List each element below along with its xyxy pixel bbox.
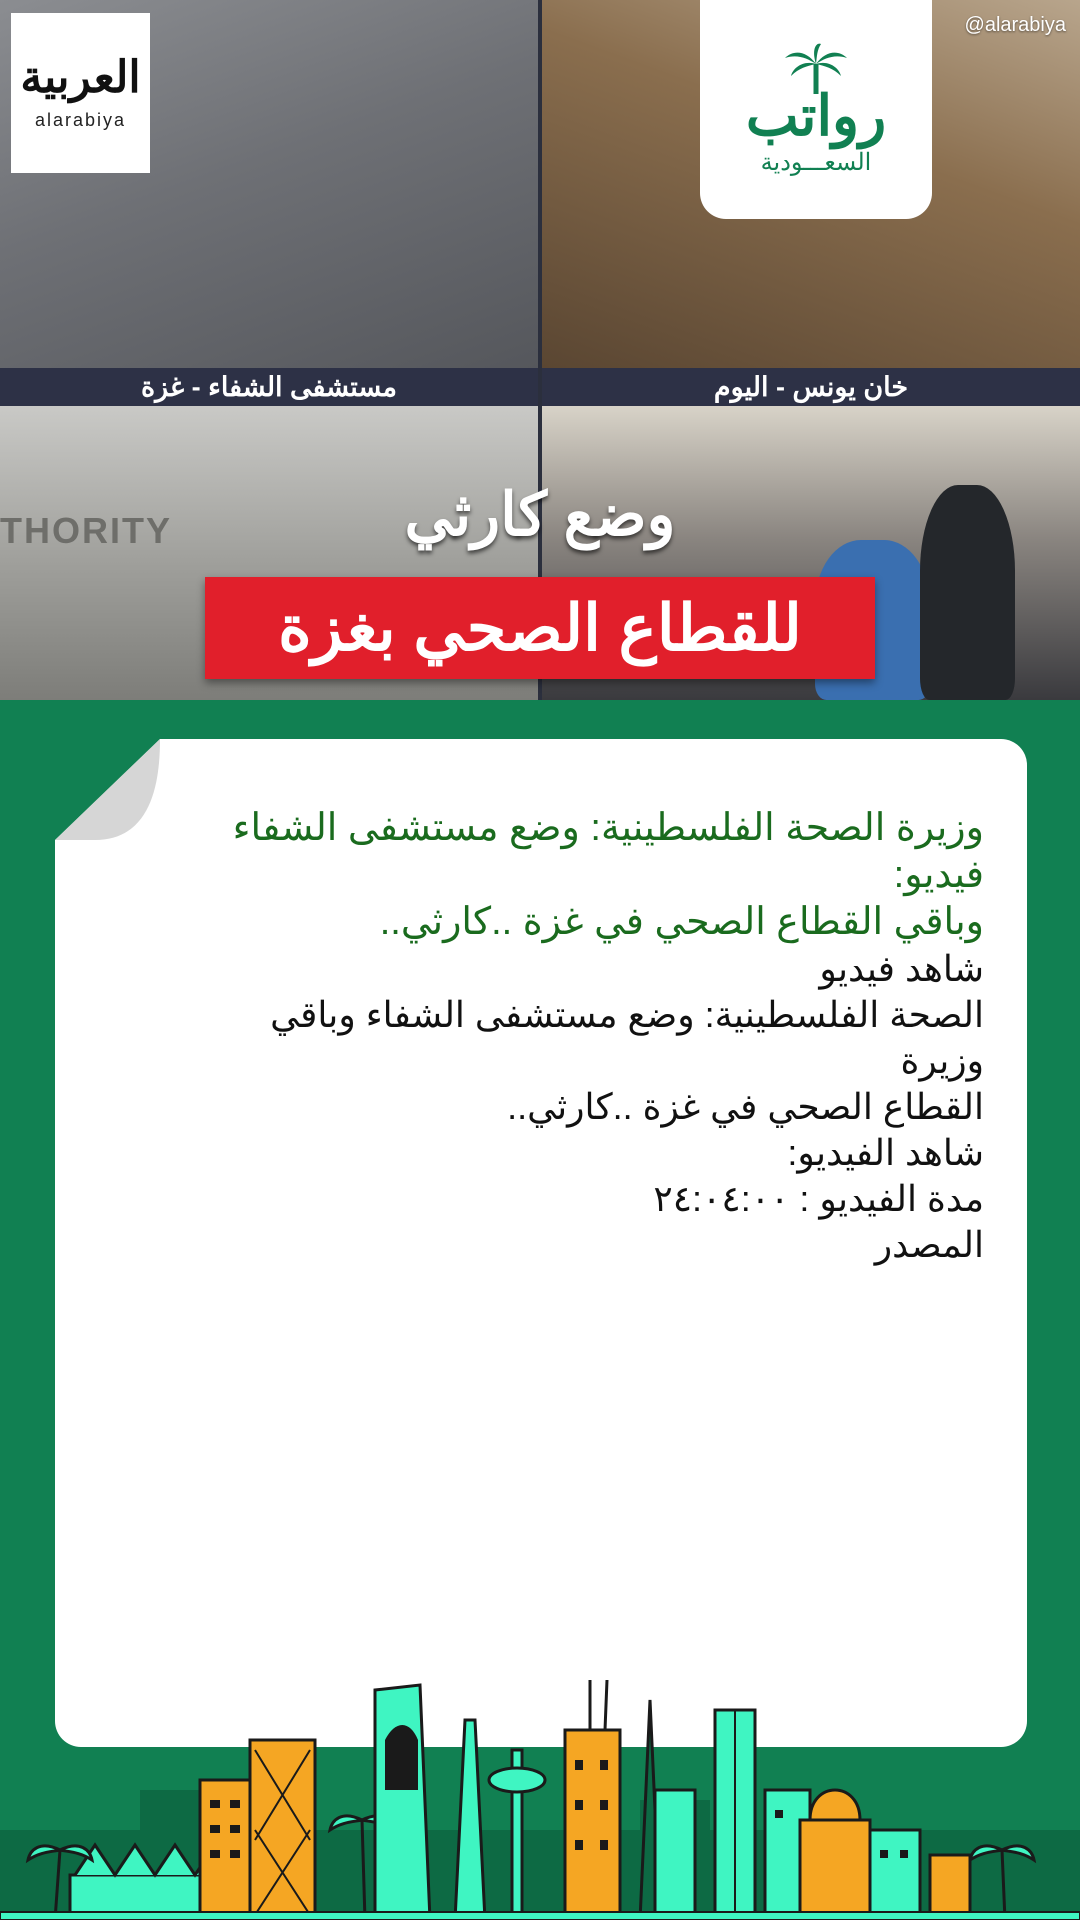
caption-right: خان يونس - اليوم <box>542 368 1080 406</box>
article-body-line: القطاع الصحي في غزة ..كارثي.. <box>507 1086 984 1127</box>
skyline-illustration <box>0 1680 1080 1920</box>
alarabiya-logo <box>11 13 150 173</box>
article-title-line: فيديو: <box>893 854 984 896</box>
article-title-line: وزيرة الصحة الفلسطينية: وضع مستشفى الشفاء <box>232 807 984 849</box>
article-body-line[interactable]: شاهد فيديو <box>819 948 984 989</box>
watermark: @alarabiya <box>964 14 1066 36</box>
person-silhouette <box>920 485 1015 700</box>
caption-left: مستشفى الشفاء - غزة <box>0 368 538 406</box>
article-body-line: مدة الفيديو : ٢٤:٠٤:٠٠ <box>653 1178 984 1219</box>
rawatib-logo <box>700 0 932 219</box>
video-thumbnail[interactable] <box>0 0 1080 700</box>
rawatib-logo-sub: السعـــودية <box>760 149 872 176</box>
article-body-line[interactable]: المصدر <box>874 1224 984 1265</box>
headline-line-2: للقطاع الصحي بغزة <box>278 591 802 664</box>
alarabiya-logo-arabic: العربية <box>20 52 141 102</box>
rawatib-logo-main: رواتب <box>745 84 887 147</box>
article-body-line: الصحة الفلسطينية: وضع مستشفى الشفاء وباقي <box>270 994 984 1035</box>
article-content <box>160 805 984 1268</box>
alarabiya-logo-english: alarabiya <box>34 109 127 130</box>
building-sign-text: THORITY <box>0 510 172 551</box>
article-title-line: وباقي القطاع الصحي في غزة ..كارثي.. <box>379 901 984 943</box>
headline-line-1: وضع كارثي <box>404 481 676 548</box>
article-body-line: وزيرة <box>900 1040 984 1081</box>
page-fold-icon <box>55 739 160 840</box>
article-body-line[interactable]: شاهد الفيديو: <box>787 1132 984 1173</box>
